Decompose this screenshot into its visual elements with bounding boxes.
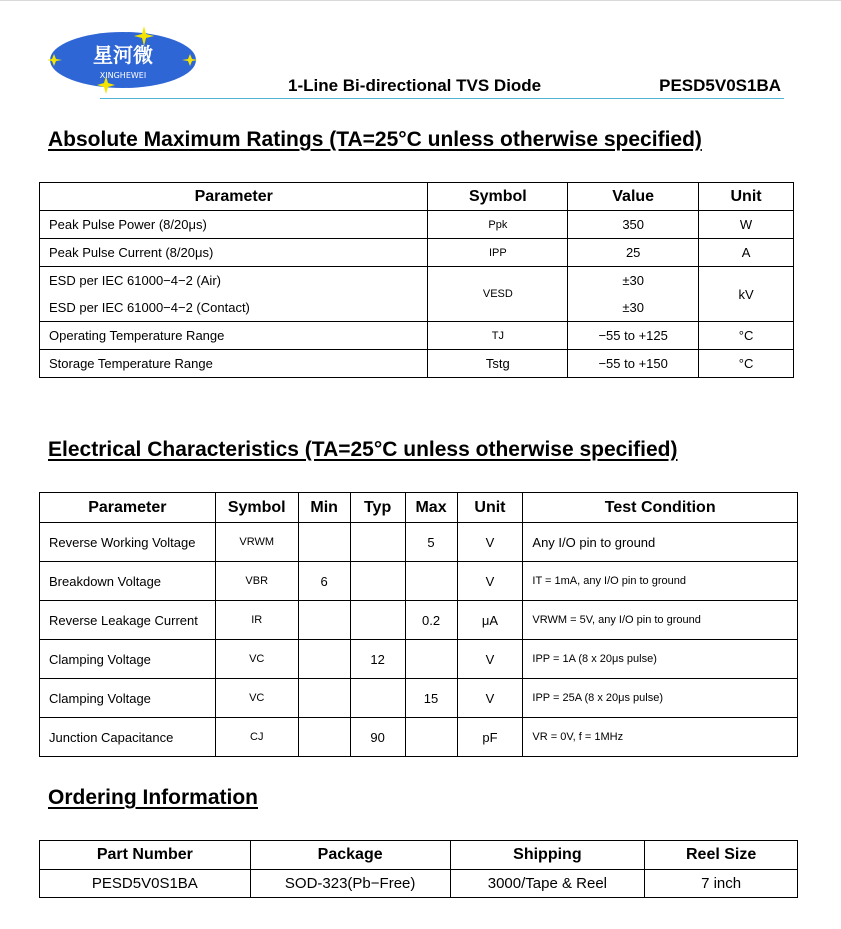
value-cell: 350 (568, 211, 699, 239)
value-cell: −55 to +150 (568, 350, 699, 378)
table-row (40, 718, 798, 757)
value-cell: 25 (568, 239, 699, 267)
unit-cell: V (457, 640, 523, 679)
part-number-heading: PESD5V0S1BA (659, 76, 781, 95)
max-cell: 5 (405, 523, 457, 562)
max-cell (405, 718, 457, 757)
col-header: Test Condition (523, 493, 798, 523)
test-condition-cell: Any I/O pin to ground (523, 523, 798, 562)
typ-cell (350, 679, 405, 718)
ordering-title: Ordering Information (48, 786, 258, 809)
value-cell: ±30 (568, 294, 699, 322)
table-row (40, 562, 798, 601)
unit-cell: °C (699, 350, 794, 378)
param-cell: ESD per IEC 61000−4−2 (Air) (40, 267, 428, 295)
table-row (40, 350, 794, 378)
table-row (40, 211, 794, 239)
param-cell: Operating Temperature Range (40, 322, 428, 350)
typ-cell (350, 562, 405, 601)
param-cell: Clamping Voltage (40, 640, 216, 679)
min-cell: 6 (298, 562, 350, 601)
table-row (40, 870, 798, 898)
param-cell: Breakdown Voltage (40, 562, 216, 601)
param-cell: Junction Capacitance (40, 718, 216, 757)
max-cell: 15 (405, 679, 457, 718)
col-header: Reel Size (645, 841, 798, 870)
min-cell (298, 601, 350, 640)
param-cell: Storage Temperature Range (40, 350, 428, 378)
typ-cell: 12 (350, 640, 405, 679)
logo-text: 星河微 (93, 43, 153, 67)
col-header: Value (568, 183, 699, 211)
col-header: Unit (457, 493, 523, 523)
reel-size-cell: 7 inch (645, 870, 798, 898)
xinghewei-logo (48, 26, 198, 94)
logo-subtext: XINGHEWEI (99, 71, 147, 80)
symbol-cell: IPP (428, 239, 568, 267)
symbol-cell: CJ (215, 718, 298, 757)
param-cell: Peak Pulse Current (8/20μs) (40, 239, 428, 267)
symbol-cell: Tstg (428, 350, 568, 378)
max-cell (405, 640, 457, 679)
typ-cell (350, 523, 405, 562)
param-cell: Reverse Leakage Current (40, 601, 216, 640)
col-header: Min (298, 493, 350, 523)
param-cell: Reverse Working Voltage (40, 523, 216, 562)
electrical-title: Electrical Characteristics (TA=25°C unless otherwise specified) (48, 438, 678, 461)
col-header: Shipping (450, 841, 645, 870)
col-header: Typ (350, 493, 405, 523)
min-cell (298, 640, 350, 679)
min-cell (298, 718, 350, 757)
test-condition-cell: IPP = 1A (8 x 20μs pulse) (523, 640, 798, 679)
unit-cell: μA (457, 601, 523, 640)
table-header-row (40, 841, 798, 870)
typ-cell (350, 601, 405, 640)
page-top-rule (0, 0, 841, 1)
min-cell (298, 679, 350, 718)
package-cell: SOD-323(Pb−Free) (250, 870, 450, 898)
test-condition-cell: IT = 1mA, any I/O pin to ground (523, 562, 798, 601)
col-header: Symbol (428, 183, 568, 211)
table-header-row (40, 183, 794, 211)
symbol-cell: VBR (215, 562, 298, 601)
electrical-table (39, 492, 798, 757)
max-cell (405, 562, 457, 601)
symbol-cell: VESD (428, 267, 568, 322)
col-header: Package (250, 841, 450, 870)
test-condition-cell: VR = 0V, f = 1MHz (523, 718, 798, 757)
unit-cell: W (699, 211, 794, 239)
param-cell: ESD per IEC 61000−4−2 (Contact) (40, 294, 428, 322)
symbol-cell: TJ (428, 322, 568, 350)
unit-cell: °C (699, 322, 794, 350)
typ-cell: 90 (350, 718, 405, 757)
test-condition-cell: VRWM = 5V, any I/O pin to ground (523, 601, 798, 640)
value-cell: ±30 (568, 267, 699, 295)
symbol-cell: VRWM (215, 523, 298, 562)
max-cell: 0.2 (405, 601, 457, 640)
table-row (40, 640, 798, 679)
ordering-table (39, 840, 798, 898)
table-row (40, 239, 794, 267)
unit-cell: kV (699, 267, 794, 322)
param-cell: Clamping Voltage (40, 679, 216, 718)
table-row (40, 294, 794, 322)
symbol-cell: VC (215, 640, 298, 679)
col-header: Parameter (40, 183, 428, 211)
param-cell: Peak Pulse Power (8/20μs) (40, 211, 428, 239)
unit-cell: A (699, 239, 794, 267)
table-row (40, 523, 798, 562)
col-header: Unit (699, 183, 794, 211)
symbol-cell: Ppk (428, 211, 568, 239)
unit-cell: V (457, 679, 523, 718)
table-row (40, 601, 798, 640)
shipping-cell: 3000/Tape & Reel (450, 870, 645, 898)
value-cell: −55 to +125 (568, 322, 699, 350)
min-cell (298, 523, 350, 562)
unit-cell: V (457, 523, 523, 562)
table-row (40, 322, 794, 350)
absolute-max-table (39, 182, 794, 378)
absolute-max-title: Absolute Maximum Ratings (TA=25°C unless otherwise specified) (48, 128, 702, 151)
col-header: Part Number (40, 841, 251, 870)
col-header: Parameter (40, 493, 216, 523)
col-header: Symbol (215, 493, 298, 523)
unit-cell: V (457, 562, 523, 601)
part-number-cell: PESD5V0S1BA (40, 870, 251, 898)
symbol-cell: VC (215, 679, 298, 718)
table-header-row (40, 493, 798, 523)
document-title: 1-Line Bi-directional TVS Diode (288, 76, 542, 95)
col-header: Max (405, 493, 457, 523)
unit-cell: pF (457, 718, 523, 757)
symbol-cell: IR (215, 601, 298, 640)
table-row (40, 267, 794, 295)
header-rule (100, 98, 784, 99)
test-condition-cell: IPP = 25A (8 x 20μs pulse) (523, 679, 798, 718)
table-row (40, 679, 798, 718)
